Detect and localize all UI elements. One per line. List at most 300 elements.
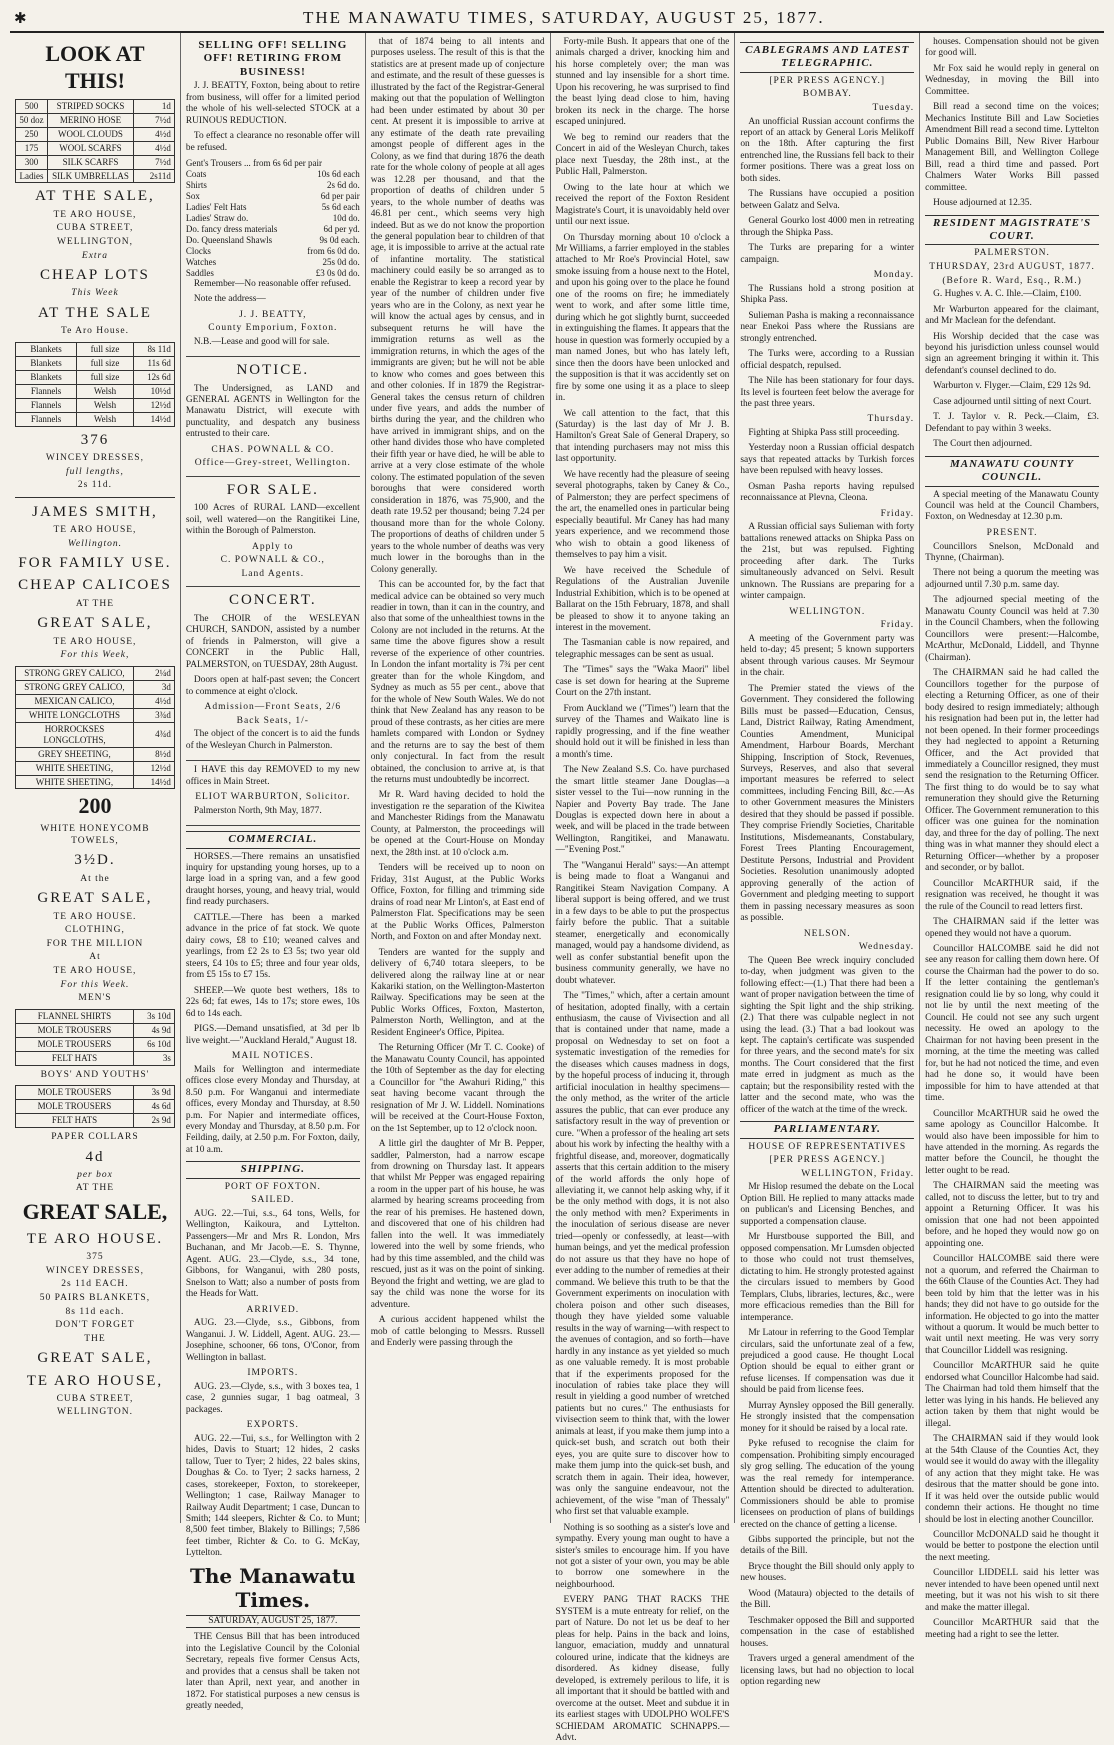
mens-table	[15, 1009, 175, 1066]
house-name: TE ARO HOUSE,	[53, 209, 137, 220]
concert-ad	[186, 591, 360, 761]
price-value: 6d per pair	[320, 190, 360, 201]
price-item: Clocks	[185, 245, 211, 256]
w-day: Friday.	[880, 620, 915, 631]
great-sale-2: GREAT SALE,	[37, 890, 153, 907]
table-cell: 4¾d	[133, 722, 174, 747]
h9: Teschmaker opposed the Bill and supported compensation in the case of established houses.	[740, 1615, 915, 1649]
b6: Sulieman Pasha is making a reconnaissance near Enekoi Pass where the Russians are strongly entrenched.	[740, 310, 915, 344]
m1: A special meeting of the Manawatu County Council was held at the Council Chambers, Foxton, on Wednesday at 12.30 p.m.	[925, 489, 1099, 523]
press-agency: [PER PRESS AGENCY.]	[769, 75, 886, 86]
wellington: WELLINGTON.	[789, 606, 866, 617]
w2: The Premier stated the views of the Government. They considered the following Bills must be passed—Education, Census, Land, District Railway, Rating Amendment, Counties Amendment, Municipal Amendment, Harbour Boards, Merchant Shipping, Inscription of Stock, Revenues, Surveys, Reserves, and also that several important measures be referred to select committees, including Fencing Bill, &c.—As to other Government measures the Ministers desired that they should be passed if possible. They comprise Friendly Societies, Charitable Institutions, Misdemeanants, Constabulary, Forest Trees Planting Encouragement, Destitute Persons, Industrial and Provident Societies. Resolution unanimously adopted approving generally of the action of Government and pledging meeting to support them in passing necessary measures as soon as possible.	[740, 683, 915, 924]
great-sale-4: GREAT SALE,	[37, 1350, 153, 1367]
h3: Mr Latour in referring to the Good Templar circulars, said the unfortunate zeal of a few, prejudiced a good cause. He thought Local Option should be equal to either grant or refuse licenses. If compensation was due it should be paid from license fees.	[740, 1328, 915, 1396]
table-row	[16, 666, 175, 680]
table-cell: 2¼d	[133, 666, 174, 680]
table-cell: MOLE TROUSERS	[16, 1023, 134, 1037]
census-continued: that of 1874 being to all intents and purposes useless. The result of this is that the statistics are at present made up of conjecture and estimate, and the result of these guesses is illustrated by the fact of the Registrar-General making out that the population of Wellington had been under estimated by about 30 per cent. At present it is impossible to arrive at any estimate of the death rate prevailing amongst people of different ages in the Colony, as we find that during 1876 the death rate for the whole colony of people at all ages was 12.28 per thousand, and that the proportion of deaths of children under 5 years, to the whole number of deaths was 46.81 per cent., which seems very high indeed. But as we do not know the proportion the general population bear to children of that age, it is impossible to arrive at the actual rate of infantine mortality. The statistical machinery could easily be so arranged as to enable the Registrar to keep a record year by year of the number of children under five years who are in the Colony, as next year he will know the actual ages by census, and in subsequent returns he will have the immigration returns as well as the immigration returns, in which the ages of the immigrants are given; but he will not be able to know who comes and goes between this and other colonies. If in 1879 the Registrar-General takes the census return of children under five years, and adds the number of births during the year, and the children who have arrived in immigrant ships, and on the other hand divides those who have completed their fifth year or have died, he will be able to arrive at a very close estimate of the whole colony. The estimated population of the seven boroughs that were considered worth consideration in 1876, was 75,900, and the death rate 19.52 per thousand; being 7.24 per thousand more than for the whole Colony. The proportions of deaths of children under 5 years to the whole number of deaths was very much lower in the boroughs than in the Colony generally.	[370, 37, 545, 575]
price-item: Gent's Trousers ... from 6s 6d per pair	[185, 158, 323, 169]
commercial-heading: COMMERCIAL.	[186, 831, 360, 848]
newspaper-page	[10, 6, 1104, 1744]
table-cell: Welsh	[77, 384, 134, 398]
price-value: from 6s 0d do.	[307, 245, 360, 256]
m3: There not being a quorum the meeting was adjourned until 7.30 p.m. same day.	[925, 568, 1099, 590]
house-name-3: TE ARO HOUSE,	[53, 524, 137, 535]
notice-ad	[186, 361, 360, 477]
calico-table	[15, 666, 175, 790]
column-1	[10, 33, 181, 1523]
table-cell: 3s 10d	[133, 1009, 174, 1023]
table-row	[16, 1051, 175, 1065]
concert-heading: CONCERT.	[228, 592, 317, 609]
count-375: 375	[86, 1252, 104, 1263]
court-before: (Before R. Ward, Esq., R.M.)	[942, 275, 1082, 286]
b10: Yesterday noon a Russian official despatch says that repeated attacks by Turkish forces have been repulsed with heavy losses.	[740, 443, 915, 477]
table-cell: STRONG GREY CALICO,	[16, 666, 134, 680]
table-row	[16, 1086, 175, 1100]
h1: Mr Hislop resumed the debate on the Local Option Bill. He replied to many attacks made on publican's and Licensing Benches, and supported a compensation clause.	[740, 1182, 915, 1227]
m4: The adjourned special meeting of the Manawatu County Council was held at 7.30 in the Council Chambers, when the following Councillors were present:—Halcombe, McArthur, McDonald, Liddell, and Thynne (Chairman).	[925, 595, 1099, 663]
table-cell: MEXICAN CALICO,	[16, 694, 134, 708]
table-row	[16, 398, 175, 412]
pepper-well: A little girl the daughter of Mr B. Pepper, saddler, Palmerston, had a narrow escape from drowning on Thursday last. It appears that whilst Mr Pepper was engaged repairing a room in the upper part of his house, he was alarmed by hearing screams proceeding from the rear of his premises. He hastened down, and discovered that one of his children had fallen into the well. It was immediately lowered into the well by some friends, who had by this time assembled, and the child was rescued, just as it was on the point of sinking. Beyond the fright and wetting, we are glad to say the child was none the worse for its adventure.	[370, 1139, 545, 1310]
price-2s11d: 2s 11d.	[77, 480, 112, 491]
table-cell: 2s11d	[133, 169, 174, 183]
table-cell: Blankets	[16, 342, 77, 356]
table-cell: 12s 6d	[133, 370, 174, 384]
palmerston: PALMERSTON.	[974, 248, 1050, 259]
table-cell: STRIPED SOCKS	[48, 99, 134, 113]
bombay: BOMBAY.	[802, 89, 852, 100]
concert-text: The CHOIR of the WESLEYAN CHURCH, SANDON, assisted by a number of friends in Palmerston, will give a CONCERT in the Public Hall, PALMERSTON, on TUESDAY, 28th August.	[185, 613, 360, 670]
tenders-drains: Tenders will be received up to noon on Friday, 31st August, at the Public Works Office, Foxton, for filling and trimming side drains of road near Mr Linton's, at East end of Palmerston Flat. Specifications may be seen at the Public Works Offices, Palmerston North, and Foxton on and after Monday next.	[370, 863, 545, 943]
price-row	[186, 191, 360, 202]
table-cell: 4½d	[133, 127, 174, 141]
price-each-2: 8s 11d each.	[65, 1306, 125, 1317]
table-row	[16, 775, 175, 789]
pairs-blankets: 50 PAIRS BLANKETS,	[39, 1292, 151, 1303]
price-each: 2s 11d EACH.	[61, 1279, 129, 1290]
price-row	[186, 257, 360, 268]
great-sale: GREAT SALE,	[37, 615, 153, 632]
census-text: THE Census Bill that has been introduced into the Legislative Council by the Colonial Secretary, repeals five former Census Acts, and provides that a census shall be taken not later than April, next year, and another in 1872. For statistical purposes a new census is greatly needed,	[185, 1632, 360, 1712]
n1: The Queen Bee wreck inquiry concluded to-day, when judgment was given to the following effect:—(1.) That there had been a want of proper navigation between the time of sighting the Spit light and the ship striking. (2.) That there was culpable neglect in not using the lead. (3.) That a bad lookout was kept. The captain's certificate was suspended for three years, and the second mate's for six months. The Court considered that the first mate erred in judgment as much as the captain; but the responsibility rested with the latter and the second mate, who was the officer of the watch at the time of the wreck.	[740, 955, 915, 1115]
table-row	[16, 412, 175, 426]
price-value: 10s 6d each	[317, 169, 360, 179]
county-council-heading: MANAWATU COUNTY COUNCIL.	[925, 456, 1099, 487]
mens: MEN'S	[78, 993, 112, 1004]
table-cell: WHITE SHEETING,	[16, 775, 134, 789]
table-cell: MOLE TROUSERS	[16, 1100, 134, 1114]
house-name-6: TE ARO HOUSE,	[53, 965, 137, 976]
col4-p7: We have received the Schedule of Regulations of the Australian Juvenile Industrial Exhibition, which is to be opened at Ballarat on the 15th February, 1878, and shall be pleased to show it to anyone taking an interest in the movement.	[555, 565, 730, 633]
table-row	[16, 722, 175, 747]
towels: WHITE HONEYCOMB TOWELS,	[40, 824, 150, 846]
table-cell: Flannels	[16, 384, 77, 398]
present: PRESENT.	[986, 527, 1038, 538]
h10: Travers urged a general amendment of the licensing laws, but had no objection to local option regarding new	[740, 1654, 915, 1688]
price-item: Ladies' Felt Hats	[185, 201, 247, 212]
dont-forget: DON'T FORGET	[55, 1320, 135, 1331]
pigs-text: PIGS.—Demand unsatisfied, at 3d per lb live weight.—"Auckland Herald," August 18.	[185, 1024, 360, 1046]
census-p2: This can be accounted for, by the fact that medical advice can be obtained so very much readier in town, than it can in the country, and also that some of the unhealthiest towns in the Colony are not included in the returns. At the same time the above figures show a result reverse of the experience of other countries. In London the infant mortality is 7¾ per cent greater than for the whole Kingdom, and Sydney as much as 55 per cent., above that for the whole of New South Wales. We do not think that New Zealand has any reason to be proud of these contrasts, as her cities are mere hamlets compared with London or Sydney and the returns are to say the best of them only conjectural. In fact from the result obtained, the conclusion to arrive at, is that the returns must undoubtedly be incorrect.	[370, 580, 545, 785]
notice-text: The Undersigned, as LAND and GENERAL AGENTS in Wellington for the Manawatu District, will execute with punctuality, and despatch any business entrusted to their care.	[185, 383, 360, 440]
arrived-text: AUG. 23.—Clyde, s.s., Gibbons, from Wanganui. J. W. Liddell, Agent. AUG. 23.—Josephine, schooner, 66 tons, O'Conor, from Wellington in ballast.	[185, 1318, 360, 1363]
col4-p1: Forty-mile Bush. It appears that one of the animals charged a driver, knocking him and his horse completely over; the man was stunned and lay insensible for a short time. Upon his recovering, he was surprised to find the beast lying dead close to him, having broken its neck in the charge. The horse escaped uninjured.	[555, 37, 730, 128]
h8: Wood (Mataura) objected to the details of the Bill.	[740, 1588, 915, 1611]
page-marker: ✱	[14, 11, 28, 27]
col4-p10: From Auckland we ("Times") learn that the survey of the Thames and Waikato line is rapidly progressing, and if the fine weather should hold out it will be finished in less than a month's time.	[555, 703, 730, 760]
b12: A Russian official says Sulieman with forty battalions renewed attacks on Shipka Pass on the 21st, but was repulsed. Fighting proceeding after dark. The Turks simultaneously advanced on Selvi. Result unknown. The Russians are preparing for a winter campaign.	[740, 522, 915, 602]
table-cell: WHITE SHEETING,	[16, 761, 134, 775]
table-cell: 3s	[133, 1051, 174, 1065]
col4-p15: EVERY PANG THAT RACKS THE SYSTEM is a mute entreaty for relief, on the part of Nature. Do not let us be deaf to her pleas for help. Pains in the back and loins, languor, emaciation, muddy and unnatural coloured urine, indicate that the kidneys are disordered. As kidney disease, fully developed, is extremely perilous to life, it is all important that it should be battled with and overcome at the outset. Meet and subdue it in its earliest stages with UDOLPHO WOLFE'S SCHIEDAM AROMATIC SCHNAPPS.—Advt.	[555, 1595, 730, 1744]
table-row	[16, 1100, 175, 1114]
price-list	[186, 158, 360, 279]
horses-text: HORSES.—There remains an unsatisfied inquiry for upstanding young horses, up to a large load in a spring van, and a few good draught horses, young, and heavy trial, would find ready purchasers.	[185, 851, 360, 908]
c6-p1: houses. Compensation should not be given for good will.	[925, 37, 1099, 59]
removed-text: I HAVE this day REMOVED to my new offices in Main Street.	[185, 765, 360, 787]
m13: The CHAIRMAN said if they would look at the 54th Clause of the Counties Act, they would see it would do away with the illegality of any action that they might take. He was desirous that the matter should be gone into. If it was held over the outside public would condemn their actions. He thought no time should be lost in electing another Councillor.	[925, 1434, 1099, 1525]
table-cell: Flannels	[16, 398, 77, 412]
street: CUBA STREET,	[56, 223, 134, 234]
col4-p8: The Tasmanian cable is now repaired, and telegraphic messages can be sent as usual.	[555, 638, 730, 660]
table-cell: 6s 10d	[133, 1037, 174, 1051]
col4-p3: Owing to the late hour at which we received the report of the Foxton Resident Magistrate's Court, it is unavoidably held over until our next issue.	[555, 182, 730, 228]
house-name-8: TE ARO HOUSE,	[26, 1372, 164, 1389]
look-headline: LOOK AT THIS!	[45, 41, 145, 93]
table-cell: Flannels	[16, 412, 77, 426]
table-cell: 250	[16, 127, 48, 141]
thursday: Thursday.	[867, 414, 915, 425]
h2: Mr Hurstbouse supported the Bill, and opposed compensation. Mr Lumsden objected to those who could not trust themselves, dictating to him. He strongly protested against the circulars issued to members by Good Templars, Clubs, libraries, lectures, &c., were more efficacious remedies than the Bill for intemperance.	[740, 1232, 915, 1323]
h5: Pyke refused to recognise the claim for compensation. Prohibiting simply encouraged sly grog selling. The education of the young was the real remedy for intemperance. Attention should be directed to adulteration. Commissioners should be able to promise licensees on production of plans of buildings erected on the chance of getting a license.	[740, 1439, 915, 1530]
price-value: £3 0s 0d do.	[315, 267, 360, 278]
imports: IMPORTS.	[247, 1368, 299, 1379]
selling-heading: SELLING OFF! SELLING OFF! RETIRING FROM BUSINESS!	[198, 39, 348, 78]
the: THE	[84, 1333, 106, 1344]
masthead	[10, 6, 1104, 33]
table-cell: MOLE TROUSERS	[16, 1037, 134, 1051]
parliamentary-heading: PARLIAMENTARY.	[740, 1121, 914, 1138]
at-the-3: AT THE	[75, 1183, 114, 1194]
col4-p9: The "Times" says the "Waka Maori" libel case is set down for hearing at the Supreme Court on the 27th instant.	[555, 665, 730, 699]
table-row	[16, 1037, 175, 1051]
cheap-lots: CHEAP LOTS	[40, 267, 150, 284]
column-6	[920, 33, 1104, 1640]
column-2	[181, 33, 366, 1712]
price-item: Ladies' Straw do.	[185, 212, 249, 223]
c5: Case adjourned until sitting of next Court.	[933, 396, 1092, 407]
cattle-accident: A curious accident happened whilst the mob of cattle belonging to Messrs. Russell and Enderly were passing through the	[370, 1315, 545, 1349]
at-the-2: At the	[80, 873, 110, 884]
table-row	[16, 747, 175, 761]
doors-text: Doors open at half-past seven; the Concert to commence at eight o'clock.	[185, 675, 360, 697]
press-agency-2: [PER PRESS AGENCY.]	[769, 1155, 886, 1166]
table-cell: Welsh	[77, 412, 134, 426]
table-cell: 7½d	[133, 155, 174, 169]
for-sale-ad	[186, 481, 360, 587]
sheep-text: SHEEP.—We quote best wethers, 18s to 22s 6d; fat ewes, 14s to 17s; store ewes, 10s 6d to 14s each.	[185, 985, 360, 1019]
pownall: CHAS. POWNALL & CO.	[211, 444, 335, 455]
col4-p4: On Thursday morning about 10 o'clock a Mr Williams, a farrier employed in the stables attached to Mr Roe's Provincial Hotel, saw smoke issuing from a house next to the Hotel, and upon his going over to the place he found one of the rooms on fire; he immediately went to work, and after some little time, during which he got slightly burnt, succeeded in extinguishing the flames. It appears that the house in question was formerly occupied by a man named Jones, but who has lately left, since then the doors have been unlocked and the supposition is that it was accidently set on fire by some one using it as a place to sleep in.	[555, 232, 730, 404]
town: WELLINGTON,	[56, 236, 133, 247]
address-note: Note the address—	[193, 294, 266, 305]
price-value: 9s 0d each.	[319, 234, 360, 245]
port: PORT OF FOXTON.	[224, 1181, 321, 1192]
nameplate: The Manawatu Times.	[189, 1563, 356, 1613]
mail-text: Mails for Wellington and intermediate offices close every Monday and Thursday, at 8.50 p.m. For Wanganui and intermediate offices, every Monday and Thursday, at 8.50 p.m. For Napier and intermediate offices, every Monday and Thursday, at 8.50 p.m. For Feilding, daily, at 2.50 p.m. For Foxton, daily, at 10 a.m.	[185, 1064, 360, 1155]
table-cell: 14½d	[133, 775, 174, 789]
b9: Fighting at Shipka Pass still proceeding.	[748, 428, 900, 439]
table-cell: Blankets	[16, 370, 77, 384]
arrived: ARRIVED.	[246, 1304, 300, 1315]
price-item: Saddles	[185, 267, 214, 278]
table-cell: FLANNEL SHIRTS	[16, 1009, 134, 1023]
column-3	[366, 33, 551, 1523]
table-row	[16, 708, 175, 722]
cablegrams-heading: CABLEGRAMS AND LATEST TELEGRAPHIC.	[740, 42, 914, 73]
columns	[10, 33, 1104, 1744]
table-cell: 3¾d	[133, 708, 174, 722]
table-cell: STRONG GREY CALICO,	[16, 680, 134, 694]
table-cell: 4½d	[133, 694, 174, 708]
sailed-text: AUG. 22.—Tui, s.s., 64 tons, Wells, for Wellington, Kaikoura, and Lyttelton. Passengers—Mr and Mrs R. London, Mrs Buchanan, and Mr Jacob.—E. S. Thynne, Agent. AUG. 23.—Clyde, s.s., 34 tone, Gibbons, for Wanganui, with 280 posts, Snelson to Watt; also a number of posts from the Heads for Watt.	[185, 1208, 360, 1300]
table-cell: FELT HATS	[16, 1051, 134, 1065]
price-item: Coats	[185, 169, 207, 179]
cheap-calicoes: CHEAP CALICOES	[18, 577, 172, 594]
family-use: FOR FAMILY USE.	[18, 555, 172, 572]
masthead-title: THE MANAWATU TIMES, SATURDAY, AUGUST 25, 1877.	[302, 8, 825, 27]
col4-p11: The New Zealand S.S. Co. have purchased the smart little steamer Jane Douglas—a sister vessel to the Tui—now running in the Napier and Poverty Bay trade. The Jane Douglas is expected down here in about a week, and will be placed in the trade between Wellington, Rangitikei, and Manawatu.—"Evening Post."	[555, 765, 730, 856]
table-cell: Welsh	[77, 398, 134, 412]
table-row	[16, 370, 175, 384]
b2: The Russians have occupied a position between Galatz and Selva.	[740, 189, 915, 211]
price-row	[186, 158, 360, 169]
m8: Councillor HALCOMBE said he did not see any reason for calling them down here. Of course the Chairman had the power to do so. If the letter containing the gentleman's resignation could lie by so long, why could it not lie by until the next meeting of the Council. He could not see any such urgent necessity. He owed an apology to the Chairman for not having been present in the morning, at the time the meeting was called for, but he had not noticed the time, and even had he done so, it would have been impossible for him to have attended at that time.	[925, 944, 1099, 1104]
table-row	[16, 1009, 175, 1023]
c4: Warburton v. Flyger.—Claim, £29 12s 9d.	[933, 381, 1091, 392]
m7: The CHAIRMAN said if the letter was opened they would not have a quorum.	[925, 917, 1099, 939]
boys: BOYS' AND YOUTHS'	[40, 1069, 150, 1080]
price-value: 5s 6d each	[321, 201, 360, 212]
clearance-text: To effect a clearance no resonable offer will be refused.	[185, 131, 360, 153]
col4-p2: We beg to remind our readers that the Concert in aid of the Wesleyan Church, takes place next Tuesday, the 28th inst., at the Public Hall, Palmerston.	[555, 132, 730, 178]
wincey-dresses-2: WINCEY DRESSES,	[45, 1265, 144, 1276]
col4-p6: We have recently had the pleasure of seeing several photographs, taken by Caney & Co., of Palmerston; they are perfect specimens of the art, the enamelled ones in particular being especially beautiful. Mr Caney has had many years experience, and we recommend those who wish to obtain a good likeness of themselves to pay him a visit.	[555, 469, 730, 561]
w1: A meeting of the Government party was held to-day; 45 present; 5 known supporters absent through various causes. Mr Seymour in the chair.	[740, 633, 915, 679]
price-item: Shirts	[185, 179, 207, 190]
b8: The Nile has been stationary for four days. Its level is fourteen feet below the average for the past three years.	[740, 376, 915, 409]
table-cell: SILK SCARFS	[48, 155, 134, 169]
cuba-street: CUBA STREET,	[56, 1393, 134, 1404]
at-the-sale: AT THE SALE	[37, 304, 152, 321]
table-row	[16, 1023, 175, 1037]
exports: EXPORTS.	[246, 1420, 299, 1431]
table-row	[16, 342, 175, 356]
table-cell: 7½d	[133, 113, 174, 127]
b5: The Russians hold a strong position at Shipka Pass.	[740, 283, 915, 306]
price-3d: 3½D.	[74, 852, 116, 869]
rm-court-heading: RESIDENT MAGISTRATE'S COURT.	[925, 215, 1099, 246]
boys-table	[15, 1085, 175, 1128]
c6-p4: House adjourned at 12.35.	[933, 198, 1032, 209]
col4-p13: The "Times," which, after a certain amount of hesitation, adopted finally, with a certain enthusiasm, the cause of Vivisection and all that is contained under that name, made a proposal on Wednesday to set on foot a systematic investigation of the remedies for the diseases which causes madness in dogs, by the hopeful process of inducing it, through artificial inoculation in healthy specimens—the only method, as the writer of the article assures the public, that can ever produce any satisfactory result in the way of prevention or cure. "When a professor of the healing art sets about his work by infecting the healthy with a frightful disease, and, moreover, dogmatically asserts that this certain addition to the misery of the world affords the only hope of alleviating it, we cannot help asking why, if it be the only method with dogs, it is not also the only method with men? Experiments in the inoculation of serious disease are never tried—openly or confessedly, at least—with human beings, and yet the medical profession do not assure us that they have no hope of ever adding to the number of remedies at their command. We believe this truth to be that the Government experiments on inoculation with cholera poison and other such diseases, though they have yielded some valuable results in the way of warning—with respect to the avenues of contagion, and so forth—have hardly in any instance as yet yielded so much as one valuable remedy. It is most probable that if the experiments proposed for the inoculation of rabies take place they will result in yielding a good number of wretched patients but no cures." The enthusiasts for vivisection seem to think that, with the lower animals at least, if you make them jump into a quick-set bush, and scratch out both their eyes, you are quite sure to discover how to make them jump into the quick-set bush, and scratch them in again. Their idea, however, was only the sanguine endeavour, not the achievement, of the wise "man of Thessaly" who first set that valuable example.	[555, 991, 730, 1518]
price-row	[186, 246, 360, 257]
m12: Councillor McARTHUR said he quite endorsed what Councillor Halcombe had said. The Chairman had told them himself that the letter was lying in his hands. He believed any action taken by them that night would be illegal.	[925, 1361, 1099, 1429]
m6: Councillor McARTHUR said, if the resignation was received, he thought it was the rule of the Council to read letters first.	[925, 878, 1099, 912]
m2: Councillors Snelson, McDonald and Thynne, (Chairman).	[925, 541, 1099, 563]
wincey-dresses: WINCEY DRESSES,	[45, 452, 144, 463]
remember-text: Remember—No reasonable offer refused.	[193, 278, 351, 289]
table-row	[16, 127, 175, 141]
col4-p12: The "Wanganui Herald" says:—An attempt is being made to float a Wanganui and Rangitikei Steam Navigation Company. A liberal support is being offered, and we trust in a few days to be able to put the prospectus fairly before the public. That a suitable steamer, energetically and economically managed, would pay a handsome dividend, as well as confer substantial benefit upon the business community generally, we have no doubt whatever.	[555, 860, 730, 986]
collar-price: 4d	[85, 1148, 105, 1165]
sailed: SAILED.	[251, 1195, 295, 1206]
price-item: Sox	[185, 190, 200, 201]
table-cell: Blankets	[16, 356, 77, 370]
b4: The Turks are preparing for a winter campaign.	[740, 243, 915, 265]
table-cell: MERINO HOSE	[48, 113, 134, 127]
for-sale-heading: FOR SALE.	[226, 482, 319, 499]
table-row	[16, 680, 175, 694]
price-item: Do. Queensland Shawls	[185, 234, 273, 245]
nb-text: N.B.—Lease and good will for sale.	[193, 336, 330, 347]
eliot: ELIOT WARBURTON, Solicitor.	[195, 792, 351, 803]
table-cell: 300	[16, 155, 48, 169]
tenders-sleepers: Tenders are wanted for the supply and delivery of 6,740 totara sleepers, to be delivered along the railway line at or near Kakariki station, on the Wellington-Masterton Railway. Specifications may be seen at the Public Works Offices, Foxton, Masterton, Palmerston North, Wellington, and at the Resident Engineer's Office, Pipitea.	[370, 947, 545, 1038]
pownall-2: C. POWNALL & CO.,	[220, 555, 325, 566]
column-5	[735, 33, 920, 1688]
table-row	[16, 113, 175, 127]
table-cell: 12½d	[133, 761, 174, 775]
this-week: This Week	[71, 288, 119, 299]
price-row	[186, 213, 360, 224]
table-cell: 8s 11d	[133, 342, 174, 356]
table-row	[16, 694, 175, 708]
table-cell: Ladies	[16, 169, 48, 183]
price-row	[186, 180, 360, 191]
m5: The CHAIRMAN said he had called the Councillors together for the purpose of electing a Returning Officer, as one of their body desired to resign immediately; although his resignation had been put in, the letter had not been opened. In their former proceedings they had neglected to appoint a Returning Officer, and the Act provided that immediately a Councillor resigned, they must send the resignation to the Returning Officer. The first thing to do would be to say what remuneration they should give the Returning Officer. The Government remuneration to this officer was one guinea for the nomination day, and three for the day of polling. The next thing was in what manner they should elect a Returning Officer—whether by a proposer and seconder, or by ballot.	[925, 668, 1099, 874]
price-row	[186, 268, 360, 279]
friday: Friday.	[880, 508, 915, 519]
table-cell: WHITE LONGCLOTHS	[16, 708, 134, 722]
million: FOR THE MILLION	[46, 938, 144, 949]
column-4	[551, 33, 736, 1744]
for-week-2: For this Week.	[60, 979, 130, 990]
beatty-signature: J. J. BEATTY,	[239, 309, 307, 320]
table-cell: full size	[77, 370, 134, 384]
table-cell: 1d	[133, 99, 174, 113]
c6-p2: Mr Fox said he would reply in general on Wednesday, in moving the Bill into Committee.	[925, 63, 1099, 97]
table-row	[16, 384, 175, 398]
table-cell: 4s 9d	[133, 1023, 174, 1037]
paper-collars: PAPER COLLARS	[51, 1132, 139, 1143]
table-cell: SILK UMBRELLAS	[48, 169, 134, 183]
emporium: County Emporium, Foxton.	[208, 323, 338, 334]
price-row	[186, 169, 360, 180]
object-text: The object of the concert is to aid the funds of the Wesleyan Church in Palmerston.	[185, 729, 360, 751]
for-week: For this Week,	[60, 650, 130, 661]
price-row	[186, 235, 360, 246]
for-sale-text: 100 Acres of RURAL LAND—excellent soil, well watered—on the Rangitikei Line, within the Borough of Palmerston.	[185, 503, 360, 537]
c3: His Worship decided that the case was beyond his jurisdiction unless counsel would sign an agreement bringing it within it. This defendant's counsel declined to do.	[925, 331, 1099, 376]
house-name-4: TE ARO HOUSE,	[53, 636, 137, 647]
nelson: NELSON.	[803, 928, 851, 939]
removed-ad	[186, 765, 360, 826]
table-cell: 500	[16, 99, 48, 113]
h4: Murray Aynsley opposed the Bill generally. He strongly insisted that the compensation money for it should be raised by a local rate.	[740, 1400, 915, 1434]
table-cell: 10½d	[133, 384, 174, 398]
table-cell: WOOL SCARFS	[48, 141, 134, 155]
shipping-heading: SHIPPING.	[186, 1161, 360, 1178]
h6: Gibbs supported the principle, but not the details of the Bill.	[740, 1535, 915, 1557]
goods-table	[15, 99, 175, 184]
m10: The CHAIRMAN said the meeting was called, not to discuss the letter, but to try and appoint a Returning Officer. It was his omission that one had not been appointed before, and he hoped they would now go on appointing one.	[925, 1181, 1099, 1249]
palm-date: Palmerston North, 9th May, 1877.	[193, 805, 322, 816]
c2: Mr Warburton appeared for the claimant, and Mr Maclean for the defendant.	[925, 304, 1099, 327]
table-cell: WOOL CLOUDS	[48, 127, 134, 141]
table-cell: full size	[77, 342, 134, 356]
m16: Councillor McARTHUR said that the meeting had a right to see the letter.	[925, 1618, 1099, 1640]
price-value: 2s 6d do.	[326, 179, 360, 190]
b7: The Turks were, according to a Russian official despatch, repulsed.	[740, 349, 915, 371]
table-row	[16, 169, 175, 183]
table-row	[16, 99, 175, 113]
house-name-2: Te Aro House.	[60, 326, 129, 337]
table-row	[16, 761, 175, 775]
table-row	[16, 155, 175, 169]
beatty-text: J. J. BEATTY, Foxton, being about to retire from business, will offer for a limited period the whole of his well-selected STOCK at a RUINOUS REDUCTION.	[185, 81, 360, 126]
table-cell: 2s 9d	[133, 1114, 174, 1128]
notice-heading: NOTICE.	[236, 362, 310, 379]
col4-p14: Nothing is so soothing as a sister's love and sympathy. Every young man ought to have a sister's smiles to encourage him. If you have not got a sister of your own, you may be able to borrow one somewhere in the neighbourhood.	[555, 1522, 730, 1590]
m15: Councillor LIDDELL said his letter was never intended to have been opened until next meeting, but it was not his wish to sit there and make the matter illegal.	[925, 1568, 1099, 1613]
table-cell: 14½d	[133, 412, 174, 426]
full-lengths: full lengths,	[66, 466, 124, 477]
great-sale-3: GREAT SALE,	[22, 1199, 168, 1225]
table-row	[16, 1114, 175, 1128]
b11: Osman Pasha reports having repulsed reconnaissance at Plevna, Cleona.	[740, 481, 915, 504]
returning-officer: The Returning Officer (Mr T. C. Cooke) of the Manawatu County Council, has appointed the 10th of September as the day for electing a Councillor for "the Awahuri Riding," this seat having become vacant through the resignation of Mr J. W. Liddell. Nominations will be received at the Court-House Foxton, on the 1st September, up to 12 o'clock noon.	[370, 1043, 545, 1134]
b3: General Gourko lost 4000 men in retreating through the Shipka Pass.	[740, 216, 915, 238]
table-row	[16, 356, 175, 370]
per-box: per box	[77, 1169, 113, 1180]
col4-p5: We call attention to the fact, that this (Saturday) is the last day of Mr J. B. Hamilton's Great Sale of General Drapery, so that intending purchasers may not miss this last opportunity.	[555, 408, 730, 465]
table-cell: 175	[16, 141, 48, 155]
beatty-ad	[186, 39, 360, 357]
c1: G. Hughes v. A. C. Ihle.—Claim, £100.	[933, 289, 1082, 300]
price-row	[186, 202, 360, 213]
table-cell: GREY SHEETING,	[16, 747, 134, 761]
cattle-text: CATTLE.—There has been a marked advance in the price of fat stock. We quote dairy cows, £8 to £10; weaned calves and yearlings, from £2 2s to £3 5s; two year old steers, £4 10s to £5; three and four year olds, from £5 15s to £7 15s.	[185, 912, 360, 981]
c6-p3: Bill read a second time on the voices; Mechanics Institute Bill and Law Societies Amendment Bill read a second time. Lyttelton Public Domains Bill, New River Harbour Management Bill, and Wellington College Bill, read a third time and passed. Port Chalmers Water Works Bill passed committee.	[925, 102, 1099, 193]
table-row	[16, 141, 175, 155]
imports-text: AUG. 23.—Clyde, s.s., with 3 boxes tea, 1 case, 2 gunnies sugar, 1 bag oatmeal, 3 packages.	[185, 1381, 360, 1415]
table-cell: 3s 9d	[133, 1086, 174, 1100]
sale-heading: AT THE SALE,	[35, 188, 155, 205]
exports-text: AUG. 22.—Tui, s.s., for Wellington with 2 hides, Davis to Stuart; 12 hides, 2 casks tallow, Tuer to Tyer; 2 hides, 22 bales skins, Doughas & Co. to Tyer; 2 sacks harness, 2 cases, storekeeper, Foxton, to storekeeper, Wellington; 1 case, Railway Manager to Railway Audit Department; 1 case, Duncan to Smith; 144 sleepers, Richter & Co. to Munt; 8,500 feet timber, Blakely to Billings; 7,586 feet timber, Richter & Co. to G. McKay, Lyttelton.	[185, 1433, 360, 1559]
blankets-table	[15, 342, 175, 427]
table-cell: MOLE TROUSERS	[16, 1086, 134, 1100]
monday: Monday.	[873, 270, 915, 281]
count-376: 376	[80, 431, 110, 448]
wellington-3: Wellington.	[67, 538, 123, 549]
m9: Councillor McARTHUR said he owed the same apology as Councillor Halcombe. It would also have been impossible for him to have attended in the morning. As regards the matter before the Council, he thought the letter ought to be read.	[925, 1108, 1099, 1176]
extra-label: Extra	[81, 250, 108, 261]
admission: Admission—Front Seats, 2/6	[204, 702, 342, 713]
